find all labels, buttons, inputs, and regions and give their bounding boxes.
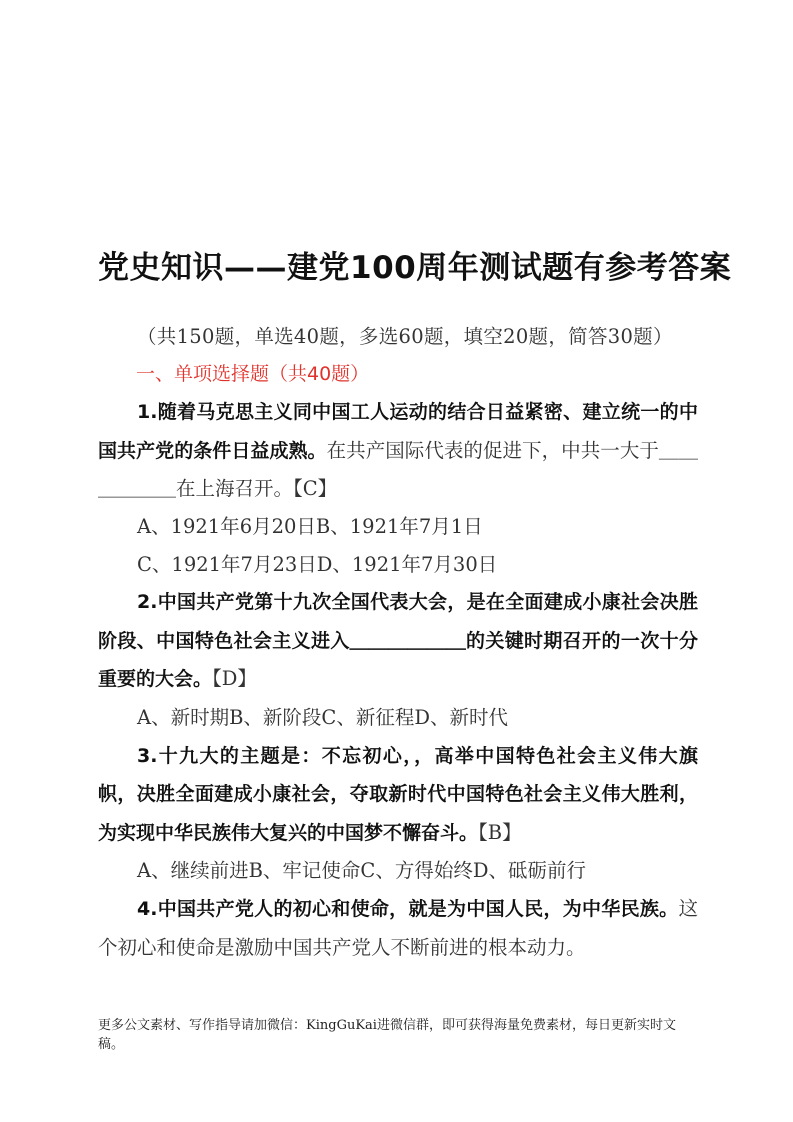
question-4 [98,890,698,966]
question-3-options: A、继续前进B、牢记使命C、方得始终D、砥砺前行 [137,859,586,883]
question-1-options-line-1: A、1921年6月20日B、1921年7月1日 [137,514,483,538]
question-summary: （共150题，单选40题，多选60题，填空20题，简答30题） [137,325,673,348]
page-footer: 更多公文素材、写作指导请加微信：KingGuKai进微信群，即可获得海量免费素材，每日更新实时文稿。 [98,1018,676,1052]
question-1 [98,393,698,508]
question-1-detail: 在共产国际代表的促进下，中共一大于＿＿＿＿＿＿在上海召开。【C】 [98,438,698,501]
question-3-stem: 3.十九大的主题是：不忘初心，，高举中国特色社会主义伟大旗帜，决胜全面建成小康社会，夺取新时代中国特色社会主义伟大胜利，为实现中华民族伟大复兴的中国梦不懈奋斗。 [98,744,698,844]
question-3-answer: 【B】 [478,820,522,844]
question-2-answer: 【D】 [212,667,257,691]
section-heading: 一、单项选择题（共40题） [136,362,370,385]
question-3 [98,737,698,853]
question-1-stem: 1.随着马克思主义同中国工人运动的结合日益紧密、建立统一的中国共产党的条件日益成熟。 [98,401,698,462]
question-2 [98,583,698,699]
document-title: 党史知识——建党100周年测试题有参考答案 [98,250,732,286]
question-2-options: A、新时期B、新阶段C、新征程D、新时代 [137,705,508,729]
question-2-stem: 2.中国共产党第十九次全国代表大会，是在全面建成小康社会决胜阶段、中国特色社会主义进入＿＿＿＿＿＿的关键时期召开的一次十分重要的大会。 [98,591,698,691]
question-1-options-line-2: C、1921年7月23日D、1921年7月30日 [137,552,498,576]
question-4-detail: 这个初心和使命是激励中国共产党人不断前进的根本动力。 [98,896,698,959]
document-body [98,318,698,966]
question-4-stem: 4.中国共产党人的初心和使命，就是为中国人民，为中华民族。 [137,897,679,920]
